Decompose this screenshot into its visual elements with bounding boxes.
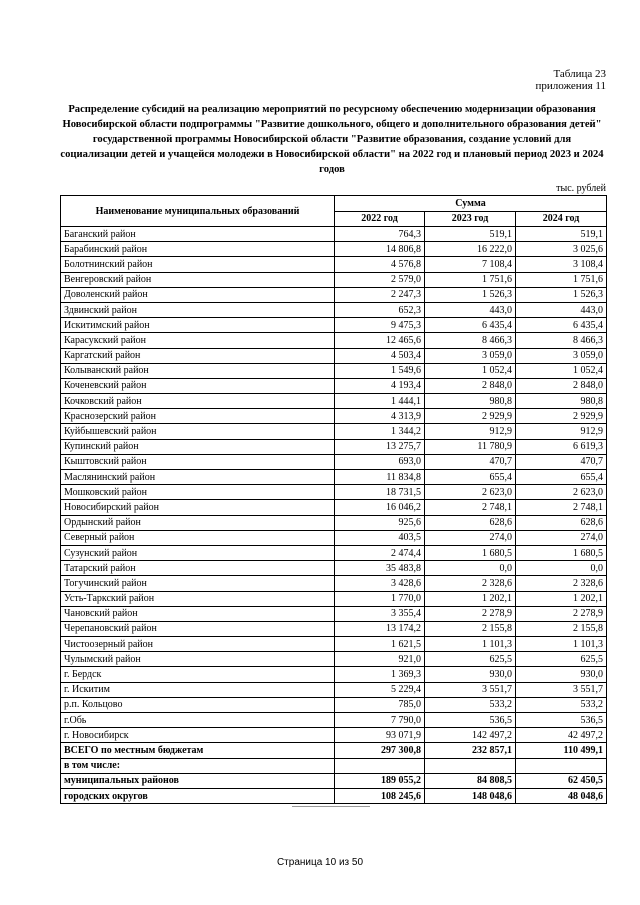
table-row: [61, 500, 607, 515]
table-row: [61, 454, 607, 469]
table-row: [61, 378, 607, 393]
amount-cell: 1 101,3: [425, 637, 516, 652]
table-row: [61, 409, 607, 424]
amount-cell: 6 435,4: [516, 318, 607, 333]
amount-cell: 403,5: [335, 530, 425, 545]
table-row: [61, 515, 607, 530]
amount-cell: 1 549,6: [335, 363, 425, 378]
amount-cell: 1 751,6: [516, 272, 607, 287]
amount-cell: 1 444,1: [335, 394, 425, 409]
amount-cell: 274,0: [516, 530, 607, 545]
amount-cell: 930,0: [516, 667, 607, 682]
table-number: Таблица 23: [553, 68, 606, 80]
amount-cell: 6 619,3: [516, 439, 607, 454]
amount-cell: 3 059,0: [516, 348, 607, 363]
amount-cell: 443,0: [425, 302, 516, 317]
table-caption: [535, 68, 606, 92]
amount-cell: 925,6: [335, 515, 425, 530]
municipality-name: Колыванский район: [61, 363, 335, 378]
amount-cell: 470,7: [516, 454, 607, 469]
amount-cell: 5 229,4: [335, 682, 425, 697]
amount-cell: 1 526,3: [516, 287, 607, 302]
table-row: [61, 485, 607, 500]
amount-cell: 2 623,0: [516, 485, 607, 500]
amount-cell: 1 526,3: [425, 287, 516, 302]
amount-cell: 297 300,8: [335, 743, 425, 758]
municipality-name: Венгеровский район: [61, 272, 335, 287]
amount-cell: 0,0: [516, 561, 607, 576]
municipality-name: ВСЕГО по местным бюджетам: [61, 743, 335, 758]
amount-cell: 6 435,4: [425, 318, 516, 333]
amount-cell: 13 275,7: [335, 439, 425, 454]
header-sum: Сумма: [335, 196, 607, 212]
amount-cell: 1 770,0: [335, 591, 425, 606]
table-row: [61, 667, 607, 682]
municipality-name: г.Обь: [61, 713, 335, 728]
amount-cell: 2 328,6: [516, 576, 607, 591]
table-row: [61, 561, 607, 576]
amount-cell: 980,8: [516, 394, 607, 409]
amount-cell: 2 579,0: [335, 272, 425, 287]
table-row: [61, 576, 607, 591]
municipality-name: Искитимский район: [61, 318, 335, 333]
total-row: [61, 743, 607, 758]
amount-cell: 2 155,8: [516, 621, 607, 636]
amount-cell: 8 466,3: [516, 333, 607, 348]
amount-cell: 980,8: [425, 394, 516, 409]
amount-cell: 2 474,4: [335, 545, 425, 560]
table-row: [61, 606, 607, 621]
municipality-name: Чистоозерный район: [61, 637, 335, 652]
table-row: [61, 591, 607, 606]
amount-cell: 12 465,6: [335, 333, 425, 348]
amount-cell: 2 247,3: [335, 287, 425, 302]
subsidy-table: [60, 195, 607, 804]
table-row: [61, 242, 607, 257]
table-row: [61, 637, 607, 652]
municipality-name: муниципальных районов: [61, 773, 335, 788]
table-row: [61, 257, 607, 272]
municipality-name: Чановский район: [61, 606, 335, 621]
amount-cell: 18 731,5: [335, 485, 425, 500]
municipality-name: Кыштовский район: [61, 454, 335, 469]
amount-cell: 7 790,0: [335, 713, 425, 728]
amount-cell: 533,2: [425, 697, 516, 712]
amount-cell: 2 155,8: [425, 621, 516, 636]
amount-cell: 1 680,5: [425, 545, 516, 560]
municipality-name: Татарский район: [61, 561, 335, 576]
amount-cell: 443,0: [516, 302, 607, 317]
amount-cell: 912,9: [516, 424, 607, 439]
table-row: [61, 470, 607, 485]
amount-cell: 2 929,9: [425, 409, 516, 424]
amount-cell: 2 848,0: [425, 378, 516, 393]
municipality-name: Кочковский район: [61, 394, 335, 409]
municipality-name: Болотнинский район: [61, 257, 335, 272]
appendix-label: приложения 11: [535, 80, 606, 92]
amount-cell: 189 055,2: [335, 773, 425, 788]
municipality-name: Ордынский район: [61, 515, 335, 530]
amount-cell: 16 046,2: [335, 500, 425, 515]
amount-cell: 3 428,6: [335, 576, 425, 591]
amount-cell: 470,7: [425, 454, 516, 469]
amount-cell: 3 355,4: [335, 606, 425, 621]
amount-cell: 2 328,6: [425, 576, 516, 591]
header-year-2024: 2024 год: [516, 211, 607, 227]
amount-cell: 42 497,2: [516, 728, 607, 743]
table-row: [61, 287, 607, 302]
municipality-name: Северный район: [61, 530, 335, 545]
amount-cell: 11 780,9: [425, 439, 516, 454]
document-title: Распределение субсидий на реализацию мероприятий по ресурсному обеспечению модернизации образования Новосибирской области подпрограммы "Развитие дошкольного, общего и дополнительного образования детей" государственной программы Новосибирской области "Развитие образования, создание условий для социализации детей и учащейся молодежи в Новосибирской области" на 2022 год и плановый период 2023 и 2024 годов: [60, 104, 604, 175]
amount-cell: 108 245,6: [335, 788, 425, 803]
table-row: [61, 728, 607, 743]
table-row: [61, 545, 607, 560]
page-number: Страница 10 из 50: [276, 857, 364, 868]
amount-cell: 1 369,3: [335, 667, 425, 682]
table-row: [61, 272, 607, 287]
municipality-name: Каргатский район: [61, 348, 335, 363]
amount-cell: 1 101,3: [516, 637, 607, 652]
amount-cell: 62 450,5: [516, 773, 607, 788]
amount-cell: 764,3: [335, 227, 425, 242]
header-year-2023: 2023 год: [425, 211, 516, 227]
table-row: [61, 227, 607, 242]
amount-cell: 1 052,4: [425, 363, 516, 378]
amount-cell: 4 576,8: [335, 257, 425, 272]
amount-cell: 533,2: [516, 697, 607, 712]
municipality-name: р.п. Кольцово: [61, 697, 335, 712]
amount-cell: 519,1: [425, 227, 516, 242]
table-row: [61, 439, 607, 454]
municipality-name: г. Искитим: [61, 682, 335, 697]
municipality-name: Черепановский район: [61, 621, 335, 636]
amount-cell: 93 071,9: [335, 728, 425, 743]
header-year-2022: 2022 год: [335, 211, 425, 227]
amount-cell: 2 748,1: [425, 500, 516, 515]
amount-cell: 2 623,0: [425, 485, 516, 500]
municipality-name: Баганский район: [61, 227, 335, 242]
table-row: [61, 697, 607, 712]
municipality-name: Барабинский район: [61, 242, 335, 257]
municipality-name: г. Новосибирск: [61, 728, 335, 743]
table-row: [61, 621, 607, 636]
amount-cell: 655,4: [425, 470, 516, 485]
amount-cell: 16 222,0: [425, 242, 516, 257]
amount-cell: 1 680,5: [516, 545, 607, 560]
including-label: в том числе:: [61, 758, 335, 773]
municipality-name: Здвинский район: [61, 302, 335, 317]
amount-cell: 1 344,2: [335, 424, 425, 439]
including-row: [61, 758, 607, 773]
amount-cell: 9 475,3: [335, 318, 425, 333]
table-row: [61, 682, 607, 697]
municipality-name: Усть-Таркский район: [61, 591, 335, 606]
municipality-name: Куйбышевский район: [61, 424, 335, 439]
amount-cell: 1 202,1: [516, 591, 607, 606]
footer-divider: [292, 806, 370, 807]
amount-cell: 11 834,8: [335, 470, 425, 485]
subtotal-row: [61, 788, 607, 803]
amount-cell: 3 551,7: [516, 682, 607, 697]
municipality-name: Новосибирский район: [61, 500, 335, 515]
amount-cell: 3 551,7: [425, 682, 516, 697]
amount-cell: 232 857,1: [425, 743, 516, 758]
amount-cell: 3 108,4: [516, 257, 607, 272]
amount-cell: 110 499,1: [516, 743, 607, 758]
amount-cell: 2 929,9: [516, 409, 607, 424]
municipality-name: Коченевский район: [61, 378, 335, 393]
municipality-name: Чулымский район: [61, 652, 335, 667]
amount-cell: 536,5: [516, 713, 607, 728]
amount-cell: 625,5: [425, 652, 516, 667]
amount-cell: 142 497,2: [425, 728, 516, 743]
table-row: [61, 652, 607, 667]
amount-cell: 2 278,9: [425, 606, 516, 621]
amount-cell: 930,0: [425, 667, 516, 682]
subtotal-row: [61, 773, 607, 788]
amount-cell: 3 025,6: [516, 242, 607, 257]
municipality-name: Тогучинский район: [61, 576, 335, 591]
municipality-name: Доволенский район: [61, 287, 335, 302]
amount-cell: 912,9: [425, 424, 516, 439]
municipality-name: Мошковский район: [61, 485, 335, 500]
municipality-name: Маслянинский район: [61, 470, 335, 485]
amount-cell: 7 108,4: [425, 257, 516, 272]
amount-cell: 3 059,0: [425, 348, 516, 363]
empty-cell: [516, 758, 607, 773]
amount-cell: 4 313,9: [335, 409, 425, 424]
table-row: [61, 363, 607, 378]
amount-cell: 1 052,4: [516, 363, 607, 378]
amount-cell: 84 808,5: [425, 773, 516, 788]
amount-cell: 2 848,0: [516, 378, 607, 393]
table-row: [61, 318, 607, 333]
amount-cell: 274,0: [425, 530, 516, 545]
table-row: [61, 333, 607, 348]
amount-cell: 35 483,8: [335, 561, 425, 576]
amount-cell: 921,0: [335, 652, 425, 667]
header-name: Наименование муниципальных образований: [61, 196, 335, 227]
amount-cell: 785,0: [335, 697, 425, 712]
municipality-name: Сузунский район: [61, 545, 335, 560]
amount-cell: 0,0: [425, 561, 516, 576]
amount-cell: 625,5: [516, 652, 607, 667]
units-label: тыс. рублей: [556, 183, 606, 194]
amount-cell: 693,0: [335, 454, 425, 469]
amount-cell: 652,3: [335, 302, 425, 317]
municipality-name: Купинский район: [61, 439, 335, 454]
table-row: [61, 713, 607, 728]
municipality-name: г. Бердск: [61, 667, 335, 682]
municipality-name: Краснозерский район: [61, 409, 335, 424]
amount-cell: 655,4: [516, 470, 607, 485]
amount-cell: 2 278,9: [516, 606, 607, 621]
amount-cell: 148 048,6: [425, 788, 516, 803]
table-row: [61, 530, 607, 545]
amount-cell: 4 503,4: [335, 348, 425, 363]
municipality-name: Карасукский район: [61, 333, 335, 348]
table-body: [61, 227, 607, 804]
amount-cell: 13 174,2: [335, 621, 425, 636]
amount-cell: 14 806,8: [335, 242, 425, 257]
amount-cell: 2 748,1: [516, 500, 607, 515]
amount-cell: 1 202,1: [425, 591, 516, 606]
table-row: [61, 348, 607, 363]
amount-cell: 536,5: [425, 713, 516, 728]
municipality-name: городских округов: [61, 788, 335, 803]
amount-cell: 628,6: [425, 515, 516, 530]
empty-cell: [425, 758, 516, 773]
table-row: [61, 424, 607, 439]
amount-cell: 8 466,3: [425, 333, 516, 348]
table-row: [61, 302, 607, 317]
amount-cell: 1 621,5: [335, 637, 425, 652]
amount-cell: 519,1: [516, 227, 607, 242]
amount-cell: 4 193,4: [335, 378, 425, 393]
amount-cell: 1 751,6: [425, 272, 516, 287]
empty-cell: [335, 758, 425, 773]
amount-cell: 48 048,6: [516, 788, 607, 803]
table-row: [61, 394, 607, 409]
amount-cell: 628,6: [516, 515, 607, 530]
